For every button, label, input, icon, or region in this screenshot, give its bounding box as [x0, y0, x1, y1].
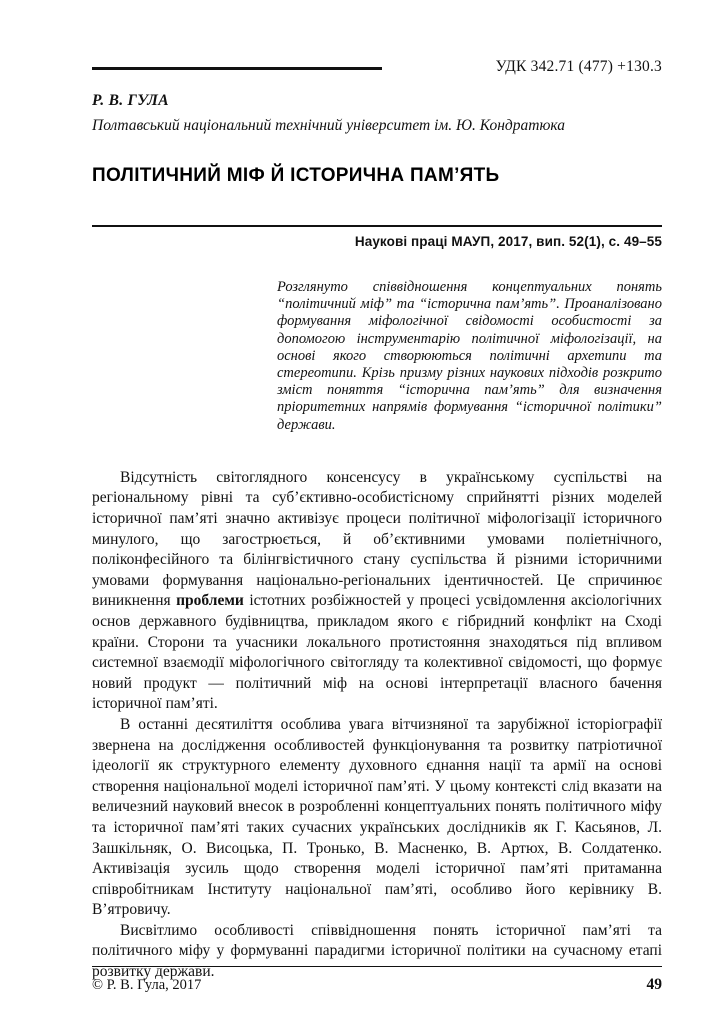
body-paragraph-2: В останні десятиліття особлива увага вітчизняної та зарубіжної історіографії звернена на дослідження особливостей функціонування та розвитку патріотичної ідеології як структурного елементу духовного єднання нації та армії на основі створення національної моделі історичної пам’яті. У цьому контексті слід вказати на величезний науковий внесок в розробленні концептуальних понять політичного міфу та історичної пам’яті таких сучасних українських дослідників як Г. Касьянов, Л. Зашкільняк, О. Висоцька, П. Тронько, В. Масненко, В. Артюх, В. Солдатенко. Активізація зусиль щодо створення моделі історичної пам’яті притаманна співробітникам Інституту національної пам’яті, особливо його керівнику В. В’ятровичу. — [92, 715, 662, 919]
author-affiliation: Полтавський національний технічний університет ім. Ю. Кондратюка — [92, 117, 566, 134]
paragraph-1-bold-term: проблеми — [176, 592, 244, 610]
journal-citation: Наукові праці МАУП, 2017, вип. 52(1), с. 49–55 — [354, 234, 662, 249]
top-divider — [92, 67, 382, 70]
paragraph-1-text-before: Відсутність світоглядного консенсусу в українському суспільстві на регіональному рівні та суб’єктивно-особистісному сприйнятті різних моделей історичної пам’яті значно активізує процеси політичної міфологізації історичного минулого, що загострюється, й об’єктивними умовами поліетнічного, поліконфесійного та білінгвістичного стану суспільства й різними історичними умовами формування національно-регіональних ідентичностей. Це спричинює виникнення — [92, 468, 662, 610]
page-header — [92, 58, 662, 76]
paragraph-1-text-after: істотних розбіжностей у процесі усвідомлення аксіологічних основ державного будівництва, прикладом якого є гібридний конфлікт на Сході країни. Сторони та учасники локального протистояння знаходяться під впливом системної взаємодії міфологічного світогляду та колективної свідомості, що формує новий продукт — політичний міф на основі інтерпретації власного бачення історичної пам’яті. — [92, 592, 662, 713]
body-paragraph-1 — [92, 468, 662, 715]
page-content — [92, 58, 662, 983]
page-footer — [92, 966, 662, 994]
abstract-text: Розглянуто співвідношення концептуальних понять “політичний міф” та “історична пам’ять”. Проаналізовано формування міфологічної свідомості особистості за допомогою інструментарію політичної міфологізації, на основі якого створюються політичні архетипи та стереотипи. Крізь призму різних наукових підходів розкрито зміст поняття “історична пам’ять” для визначення пріоритетних напрямів формування “історичної політики” держави. — [277, 279, 662, 433]
author-name: Р. В. ГУЛА — [92, 92, 169, 109]
copyright-notice: © Р. В. Гула, 2017 — [92, 977, 202, 993]
citation-divider — [92, 225, 662, 227]
article-body — [92, 468, 662, 983]
article-title: ПОЛІТИЧНИЙ МІФ Й ІСТОРИЧНА ПАМ’ЯТЬ — [92, 165, 500, 186]
body-paragraph-3: Висвітлимо особливості співвідношення понять історичної пам’яті та політичного міфу у формуванні парадигми історичної політики на сучасному етапі розвитку держави. — [92, 921, 662, 981]
udc-code: УДК 342.71 (477) +130.3 — [495, 58, 662, 75]
page-number: 49 — [646, 976, 662, 993]
